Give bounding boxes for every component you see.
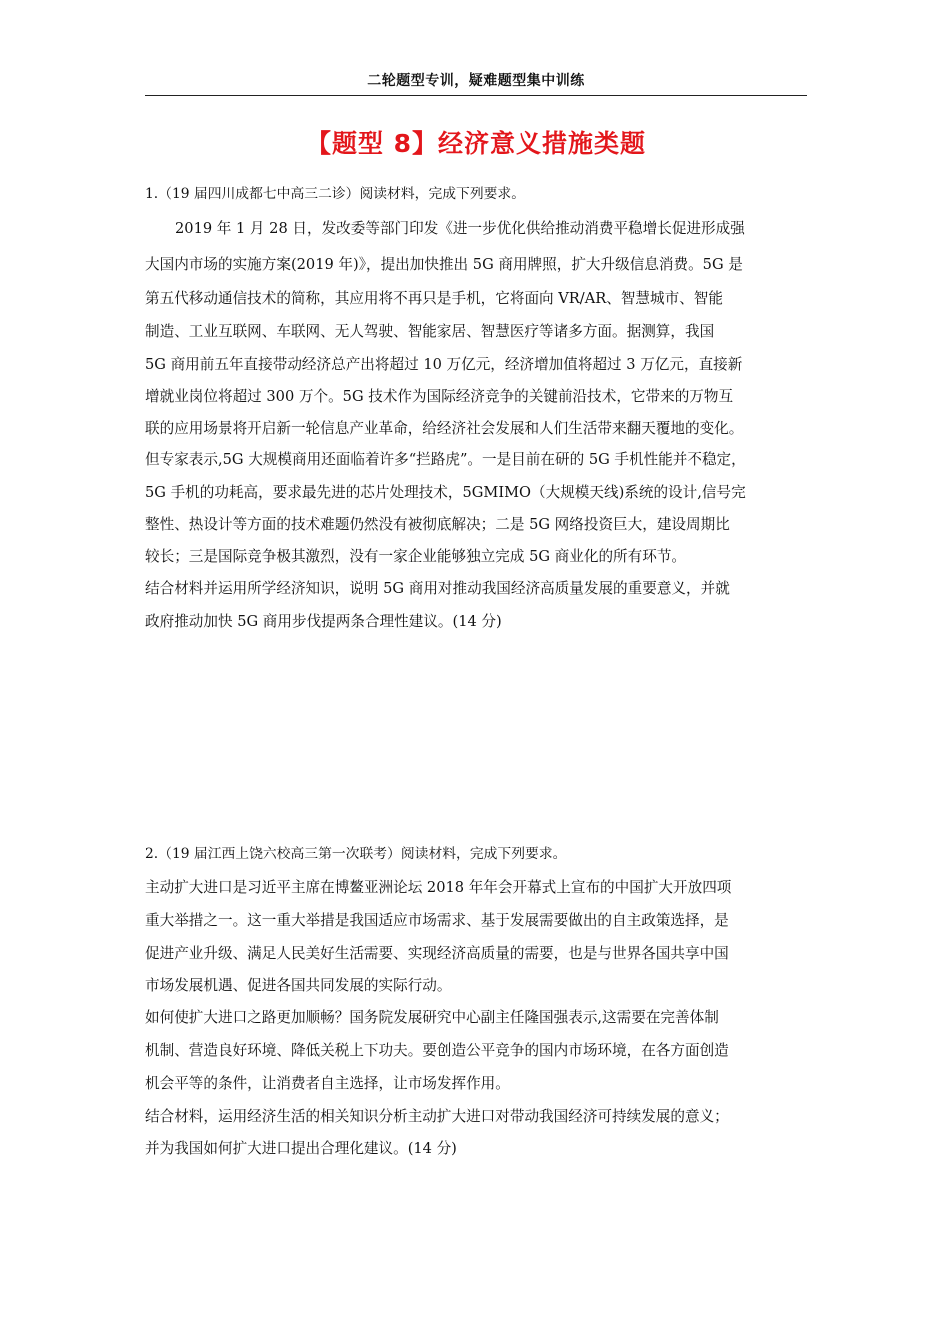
question-1-line: 结合材料并运用所学经济知识，说明 5G 商用对推动我国经济高质量发展的重要意义，并就 [145,580,730,597]
question-1-line: 第五代移动通信技术的简称，其应用将不再只是手机，它将面向 VR/AR、智慧城市、智能 [145,290,723,307]
question-2-line: 市场发展机遇、促进各国共同发展的实际行动。 [145,977,452,994]
header-divider [145,95,807,96]
question-1-line: 较长；三是国际竞争极其激烈，没有一家企业能够独立完成 5G 商业化的所有环节。 [145,548,687,565]
question-1-line: 5G 商用前五年直接带动经济总产出将超过 10 万亿元，经济增加值将超过 3 万亿元，直接新 [145,356,743,373]
question-1-line: 制造、工业互联网、车联网、无人驾驶、智能家居、智慧医疗等诸多方面。据测算，我国 [145,323,715,340]
question-1-line: 大国内市场的实施方案(2019 年)》，提出加快推出 5G 商用牌照，扩大升级信息消费。5G 是 [145,256,743,273]
question-2-line: 机制、营造良好环境、降低关税上下功夫。要创造公平竞争的国内市场环境，在各方面创造 [145,1042,729,1059]
question-1-line: 联的应用场景将开启新一轮信息产业革命，给经济社会发展和人们生活带来翻天覆地的变化。 [145,420,744,437]
question-2-line: 机会平等的条件，让消费者自主选择，让市场发挥作用。 [145,1075,510,1092]
question-2-line: 促进产业升级、满足人民美好生活需要、实现经济高质量的需要，也是与世界各国共享中国 [145,945,729,962]
question-1-line: 政府推动加快 5G 商用步伐提两条合理性建议。(14 分) [145,613,502,630]
question-2-line: 如何使扩大进口之路更加顺畅？国务院发展研究中心副主任隆国强表示,这需要在完善体制 [145,1009,719,1026]
question-1-line: 但专家表示,5G 大规模商用还面临着许多“拦路虎”。一是目前在研的 5G 手机性能并不稳定， [145,451,746,468]
question-2-heading: 2.（19 届江西上饶六校高三第一次联考）阅读材料，完成下列要求。 [145,846,567,862]
question-1-line: 增就业岗位将超过 300 万个。5G 技术作为国际经济竞争的关键前沿技术，它带来的万物互 [145,388,734,405]
page-header: 二轮题型专训，疑难题型集中训练 [367,73,585,89]
question-2-line: 主动扩大进口是习近平主席在博鳌亚洲论坛 2018 年年会开幕式上宣布的中国扩大开放四项 [145,879,732,896]
question-1-heading: 1.（19 届四川成都七中高三二诊）阅读材料，完成下列要求。 [145,186,526,202]
question-1-line: 整性、热设计等方面的技术难题仍然没有被彻底解决；二是 5G 网络投资巨大，建设周期比 [145,516,730,533]
page-title: 【题型 8】经济意义措施类题 [305,129,647,158]
question-1-line: 5G 手机的功耗高，要求最先进的芯片处理技术，5GMIMO（大规模天线)系统的设计,信号完 [145,484,746,501]
question-1-line: 2019 年 1 月 28 日，发改委等部门印发《进一步优化供给推动消费平稳增长促进形成强 [175,220,745,237]
question-2-line: 结合材料，运用经济生活的相关知识分析主动扩大进口对带动我国经济可持续发展的意义； [145,1108,729,1125]
question-2-line: 并为我国如何扩大进口提出合理化建议。(14 分) [145,1140,457,1157]
question-2-line: 重大举措之一。这一重大举措是我国适应市场需求、基于发展需要做出的自主政策选择，是 [145,912,729,929]
